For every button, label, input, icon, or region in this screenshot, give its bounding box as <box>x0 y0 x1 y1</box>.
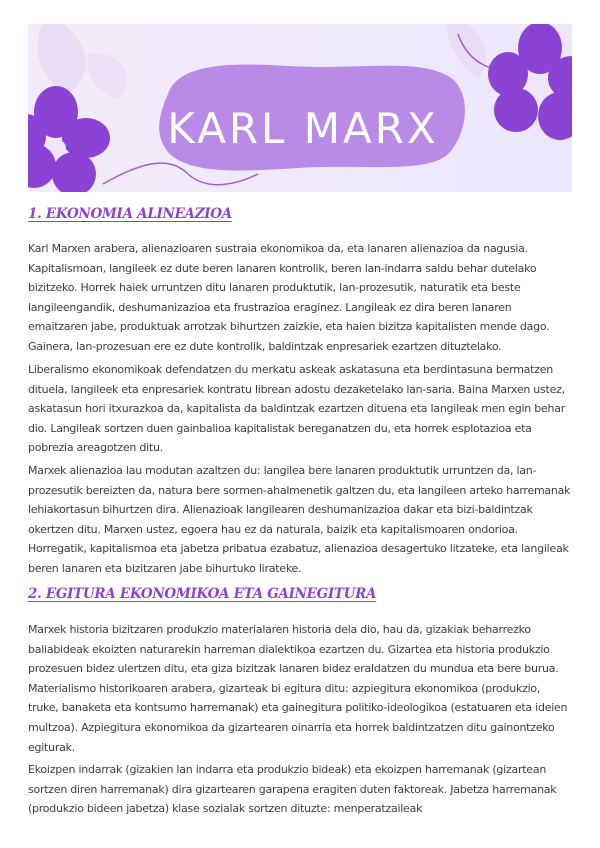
title-pill <box>148 64 458 192</box>
paragraph-1-1: Karl Marxen arabera, alienazioaren sustraia ekonomikoa da, eta lanaren alienazioa da nagusia. Kapitalismoan, langileek ez dute beren lanaren kontrolik, beren lan-indarra saldu behar dutelako bizitzeko. Horrek haiek urruntzen ditu lanaren produktutik, lan-prozesutik, naturatik eta beste langileengandik, deshumanizazioa eta frustrazioa eraginez. Langileak ez dira beren lanaren emaitzaren jabe, produktuak arrotzak bihurtzen zaizkie, eta haien bizitza kapitalisten mende dago. Gainera, lan-prozesuan ere ez dute kontrolik, baldintzak enpresariek ezartzen dituztelako. <box>28 242 550 353</box>
flower-right-icon <box>488 24 572 140</box>
flower-left-icon <box>28 86 110 192</box>
paragraph-2-2: Ekoizpen indarrak (gizakien lan indarra eta produkzio bideak) eta ekoizpen harremanak (gizartean sortzen diren harremanak) dira gizartearen garapena eragiten duten faktoreak. Jabetza harremanak (produkzio bideen jabetza) klase sozialak sortzen dituzte: menperatzaileak <box>28 763 557 816</box>
title-banner <box>28 24 572 192</box>
paragraph-2-1: Marxek historia bizitzaren produkzio materialaren historia dela dio, hau da, gizakiak beharrezko baliabideak ekoizten naturarekin harreman dialektikoa ezartzen du. Gizartea eta historia produkzio prozesuen bidez ulertzen ditu, eta giza bizitzak lanaren bidez eraldatzen du mundua eta bere burua. Materialismo historikoaren arabera, gizarteak bi egitura ditu: azpiegitura ekonomikoa (produkzio, truke, banaketa eta kontsumo harremanak) eta gainegitura politiko-ideologikoa (estatuaren eta ideien multzoa). Azpiegitura ekonomikoa da gizartearen oinarria eta horrek baldintzatzen ditu gainontzeko egiturak. <box>28 623 568 754</box>
section-heading-1: 1. EKONOMIA ALINEAZIOA <box>28 206 232 222</box>
paragraph-1-3: Marxek alienazioa lau modutan azaltzen du: langilea bere lanaren produktutik urruntzen da, lan-prozesutik bereizten da, natura bere sormen-ahalmenetik galtzen du, eta langileen arteko harremanak lehiakortasun bihurtzen dira. Alienazioak langilearen deshumanizazioa dakar eta bizi-baldintzak okertzen ditu. Marxen ustez, egoera hau ez da naturala, baizik eta kapitalismoaren ondorioa. Horregatik, kapitalismoa eta jabetza pribatua ezabatuz, alienazioa desagertuko litzateke, eta langileak beren lanaren eta bizitzaren jabe bihurtuko lirateke. <box>28 464 571 575</box>
section-heading-2: 2. EGITURA EKONOMIKOA ETA GAINEGITURA <box>28 586 377 602</box>
page-title: KARL MARX <box>167 103 439 153</box>
paragraph-1-2: Liberalismo ekonomikoak defendatzen du merkatu askeak askatasuna eta berdintasuna bermatzen dituela, langileek eta enpresariek kontratu librean adostu dezaketelako lan-saria. Baina Marxen ustez, askatasun hori itxurazkoa da, kapitalista da baldintzak ezartzen dituena eta langileak men egin behar dio. Langileak sortzen duen gainbalioa kapitalistak bereganatzen du, eta horrek esplotazioa eta pobrezia areagotzen ditu. <box>28 363 565 455</box>
